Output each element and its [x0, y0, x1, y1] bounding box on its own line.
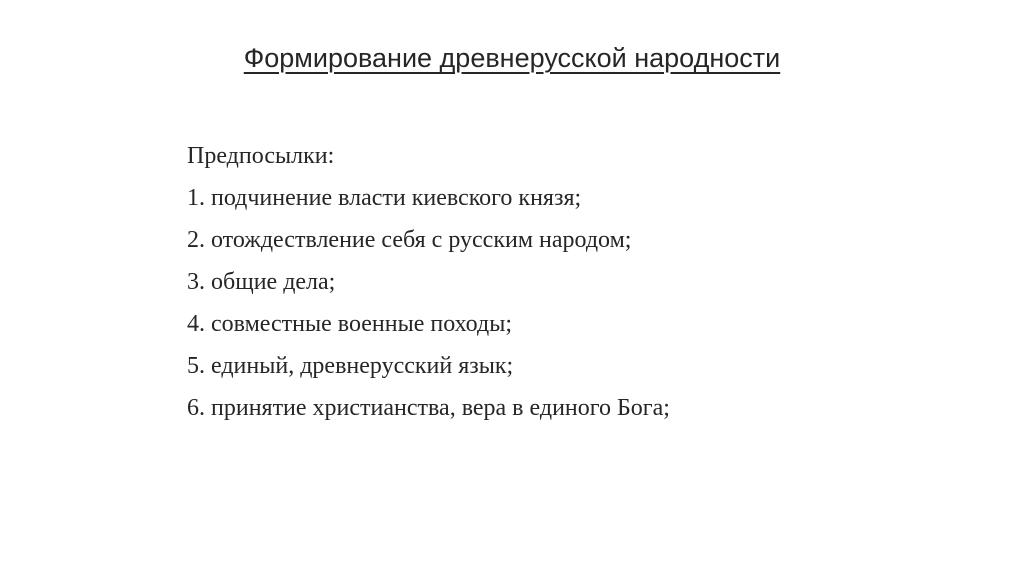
list-item: 3. общие дела; [187, 269, 336, 295]
slide-body [187, 135, 987, 429]
list-item: 6. принятие христианства, вера в единого Бога; [187, 395, 670, 421]
intro-text: Предпосылки: [187, 143, 335, 169]
slide-title: Формирование древнерусской народности [243, 43, 781, 73]
list-item: 4. совместные военные походы; [187, 311, 512, 337]
list-item: 1. подчинение власти киевского князя; [187, 185, 582, 211]
list-item: 5. единый, древнерусский язык; [187, 353, 514, 379]
list-item: 2. отождествление себя с русским народом; [187, 227, 632, 253]
